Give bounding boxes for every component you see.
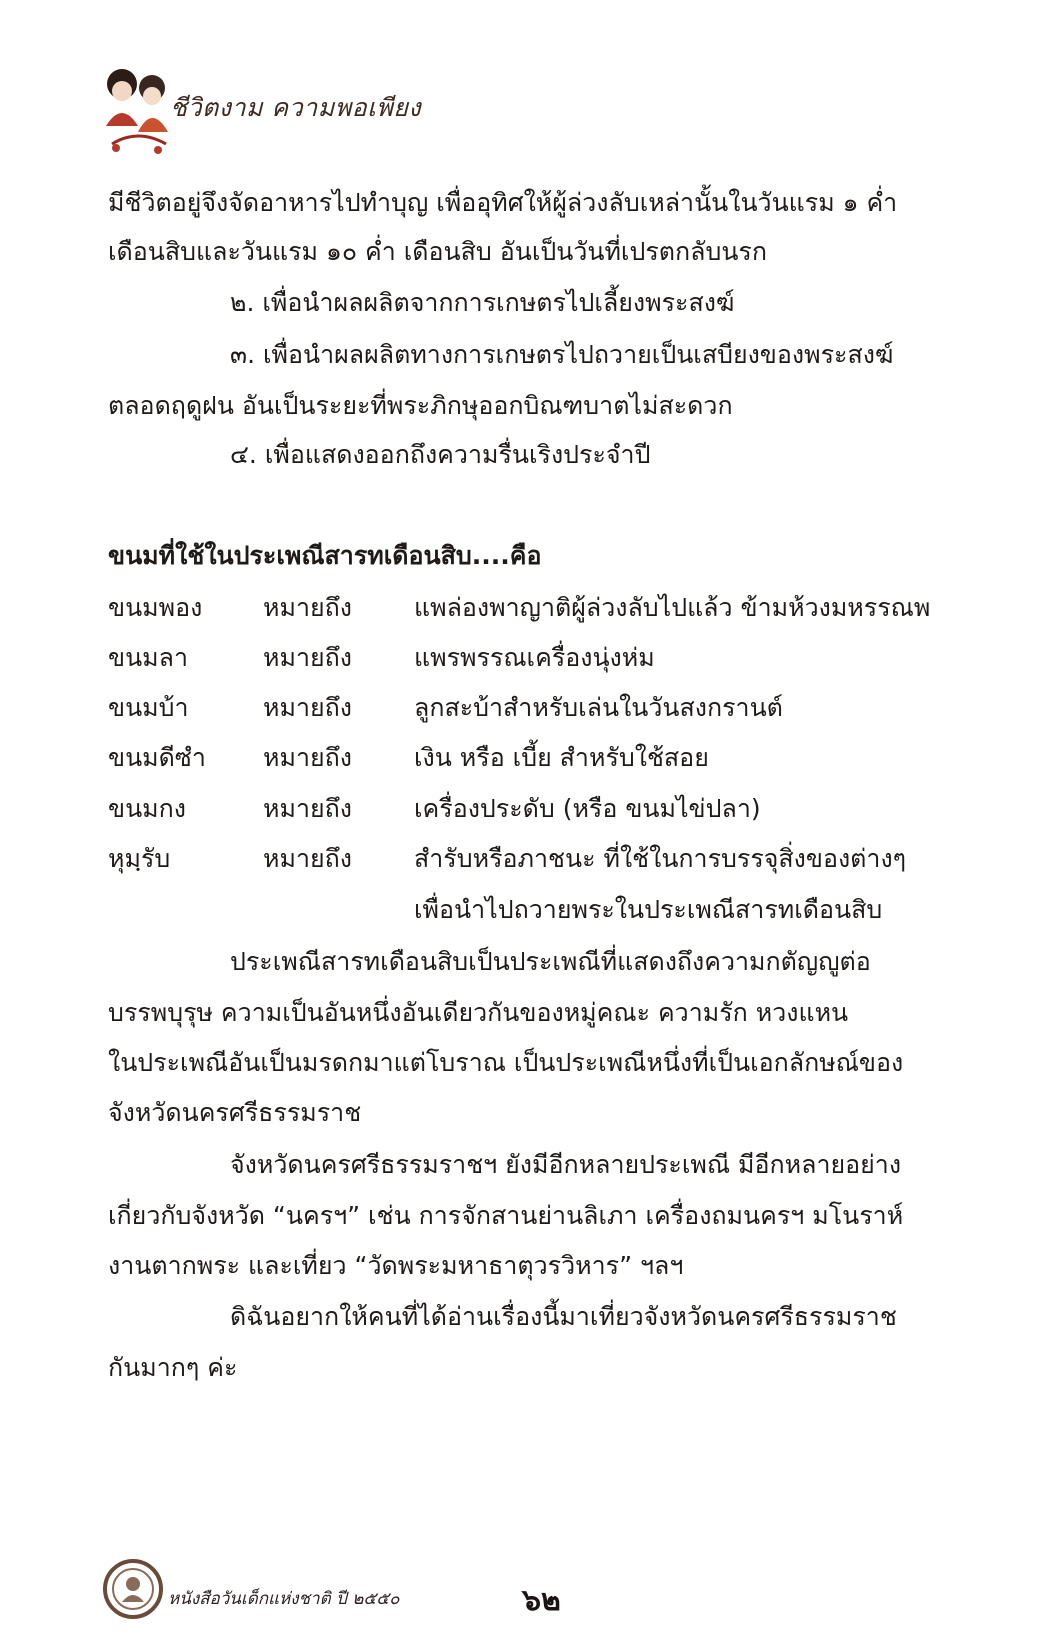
dessert-name: ขนมลา — [108, 643, 189, 672]
dessert-meaning: เครื่องประดับ (หรือ ขนมไข่ปลา) — [414, 794, 761, 823]
dessert-name: ขนมกง — [108, 794, 187, 823]
paragraph-1-line: ในประเพณีอันเป็นมรดกมาแต่โบราณ เป็นประเพณีหนึ่งที่เป็นเอกลักษณ์ของ — [108, 1048, 904, 1077]
section-heading: ขนมที่ใช้ในประเพณีสารทเดือนสิบ....คือ — [108, 541, 542, 570]
paragraph-1-line: จังหวัดนครศรีธรรมราช — [108, 1098, 362, 1127]
dessert-name: ขนมพอง — [108, 593, 203, 622]
childrens-day-emblem-icon — [102, 1558, 164, 1620]
dessert-name: ขนมบ้า — [108, 693, 189, 722]
list-item-2: ๒. เพื่อนำผลผลิตจากการเกษตรไปเลี้ยงพระสงฆ์ — [230, 288, 735, 317]
paragraph-2-line: จังหวัดนครศรีธรรมราชฯ ยังมีอีกหลายประเพณี มีอีกหลายอย่าง — [230, 1150, 902, 1179]
dessert-meaning-continued: เพื่อนำไปถวายพระในประเพณีสารทเดือนสิบ — [414, 895, 883, 924]
dessert-meaning: สำรับหรือภาชนะ ที่ใช้ในการบรรจุสิ่งของต่างๆ — [414, 844, 907, 873]
dessert-means-label: หมายถึง — [263, 593, 352, 622]
dessert-meaning: แพรพรรณเครื่องนุ่งห่ม — [414, 643, 655, 672]
dessert-meaning: แพล่องพาญาติผู้ล่วงลับไปแล้ว ข้ามห้วงมหรรณพ — [414, 593, 931, 622]
page-number: ๖๒ — [522, 1583, 561, 1618]
list-item-4: ๔. เพื่อแสดงออกถึงความรื่นเริงประจำปี — [230, 440, 651, 469]
paragraph-3-line: ดิฉันอยากให้คนที่ได้อ่านเรื่องนี้มาเที่ยวจังหวัดนครศรีธรรมราช — [230, 1302, 897, 1331]
paragraph-1-line: บรรพบุรุษ ความเป็นอันหนึ่งอันเดียวกันของหมู่คณะ ความรัก หวงแหน — [108, 998, 849, 1027]
dessert-name: ขนมดีซำ — [108, 743, 206, 772]
dessert-means-label: หมายถึง — [263, 743, 352, 772]
intro-line-1 — [108, 185, 944, 221]
paragraph-1-line: ประเพณีสารทเดือนสิบเป็นประเพณีที่แสดงถึงความกตัญญูต่อ — [230, 947, 871, 976]
paragraph-3-line: กันมากๆ ค่ะ — [108, 1353, 238, 1382]
paragraph-2-line: เกี่ยวกับจังหวัด “นครฯ” เช่น การจักสานย่านลิเภา เครื่องถมนครฯ มโนราห์ — [108, 1201, 904, 1230]
intro-line-2: เดือนสิบและวันแรม ๑๐ ค่ำ เดือนสิบ อันเป็นวันที่เปรตกลับนรก — [108, 237, 767, 266]
footer-book-title: หนังสือวันเด็กแห่งชาติ ปี ๒๕๕๐ — [168, 1589, 400, 1609]
dessert-means-label: หมายถึง — [263, 693, 352, 722]
list-item-3-continued: ตลอดฤดูฝน อันเป็นระยะที่พระภิกษุออกบิณฑบาตไม่สะดวก — [108, 391, 733, 420]
intro-line-1-text: มีชีวิตอยู่จึงจัดอาหารไปทำบุญ เพื่ออุทิศให้ผู้ล่วงลับเหล่านั้นในวันแรม ๑ ค่ำ — [108, 188, 898, 217]
list-item-3: ๓. เพื่อนำผลผลิตทางการเกษตรไปถวายเป็นเสบียงของพระสงฆ์ — [230, 340, 894, 369]
dessert-meaning: ลูกสะบ้าสำหรับเล่นในวันสงกรานต์ — [414, 693, 783, 722]
dessert-means-label: หมายถึง — [263, 643, 352, 672]
dessert-means-label: หมายถึง — [263, 794, 352, 823]
header-title: ชีวิตงาม ความพอเพียง — [170, 93, 422, 122]
paragraph-2-line: งานตากพระ และเที่ยว “วัดพระมหาธาตุวรวิหาร” ฯลฯ — [108, 1251, 684, 1280]
dessert-name: หุมฺรับ — [108, 844, 171, 873]
dessert-meaning: เงิน หรือ เบี้ย สำหรับใช้สอย — [414, 743, 709, 772]
dessert-means-label: หมายถึง — [263, 844, 352, 873]
